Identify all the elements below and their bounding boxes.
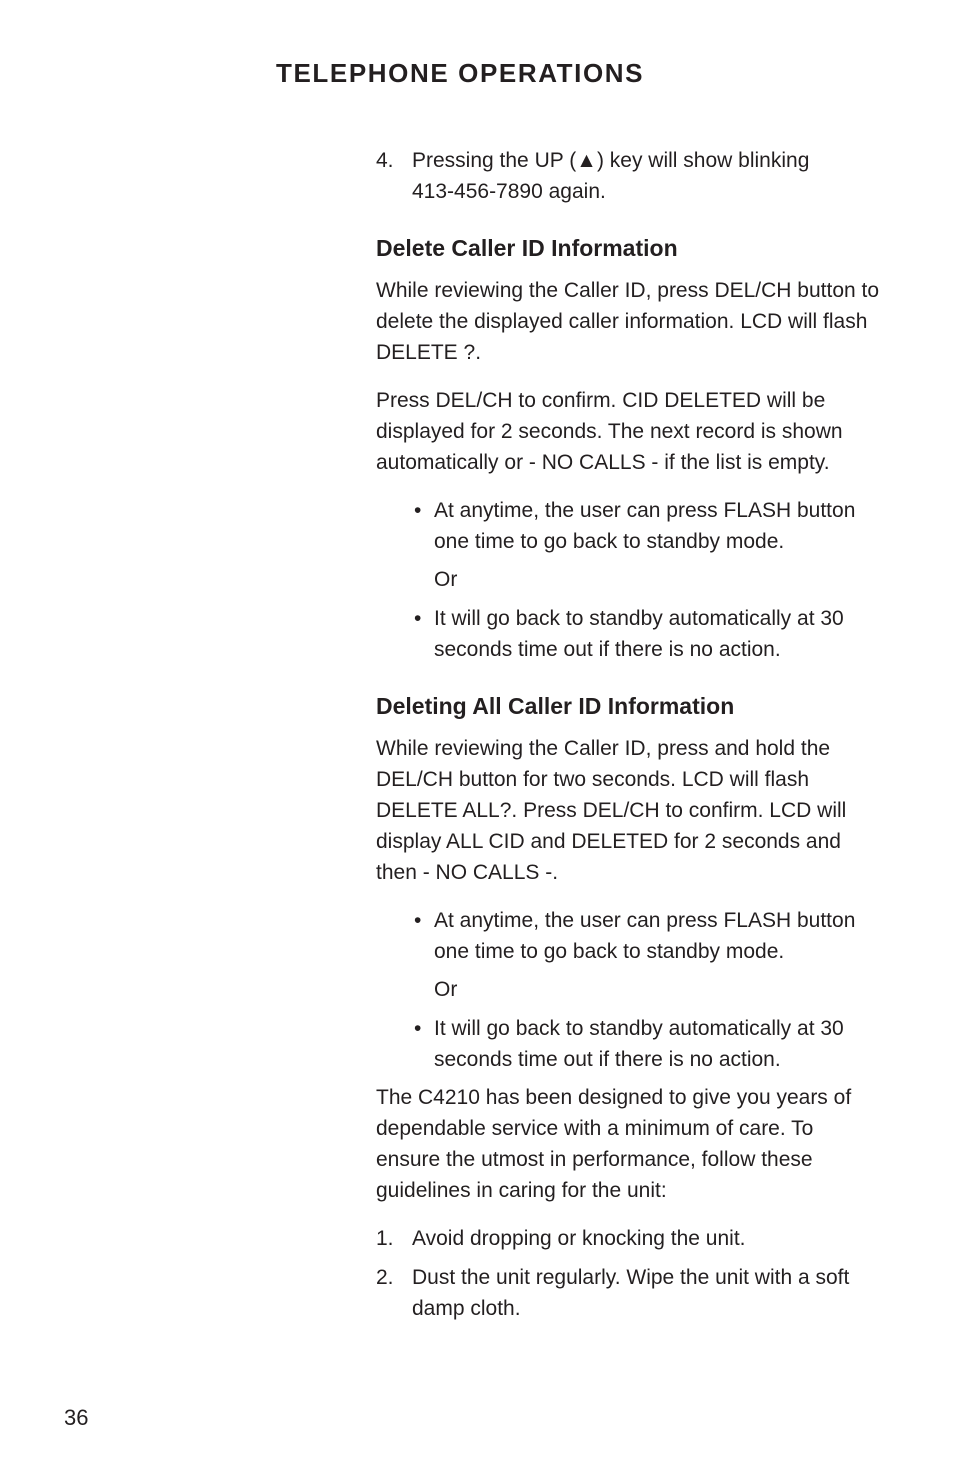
bullet-text: It will go back to standby automatically at 30 seconds time out if there is no action. (434, 1017, 844, 1071)
delete-all-caller-id-bullets (376, 905, 886, 1075)
bullet-icon: • (414, 499, 422, 522)
main-content (376, 145, 916, 1324)
list-item (376, 495, 886, 557)
bullet-text: At anytime, the user can press FLASH button one time to go back to standby mode. (434, 909, 856, 963)
item-text: Dust the unit regularly. Wipe the unit with a soft damp cloth. (412, 1266, 850, 1320)
list-item (376, 1223, 856, 1254)
item-number: 2. (376, 1266, 394, 1289)
bullet-icon: • (414, 909, 422, 932)
delete-all-caller-id-heading: Deleting All Caller ID Information (376, 693, 735, 719)
care-guidelines-list (376, 1223, 856, 1324)
bullet-text: It will go back to standby automatically at 30 seconds time out if there is no action. (434, 607, 844, 661)
list-item (376, 1013, 884, 1075)
delete-caller-id-bullets (376, 495, 886, 665)
or-separator: Or (434, 568, 458, 591)
page-number: 36 (64, 1405, 89, 1430)
list-item (376, 603, 884, 665)
bullet-icon: • (414, 1017, 422, 1040)
item-number: 1. (376, 1227, 394, 1250)
delete-caller-id-para-1: While reviewing the Caller ID, press DEL/CH button to delete the displayed caller information. LCD will flash DELETE ?. (376, 279, 880, 364)
delete-caller-id-para-2: Press DEL/CH to confirm. CID DELETED will be displayed for 2 seconds. The next record is shown automatically or - NO CALLS - if the list is empty. (376, 389, 843, 474)
care-intro: The C4210 has been designed to give you years of dependable service with a minimum of care. To ensure the utmost in performance, follow these guidelines in caring for the unit: (376, 1086, 852, 1202)
step-4 (376, 145, 836, 207)
delete-caller-id-heading: Delete Caller ID Information (376, 235, 678, 261)
list-item (376, 905, 886, 967)
section-header: TELEPHONE OPERATIONS (276, 58, 645, 88)
step-number: 4. (376, 149, 394, 172)
or-separator: Or (434, 978, 458, 1001)
step-text: Pressing the UP (▲) key will show blinking 413-456-7890 again. (412, 149, 810, 203)
list-item (376, 1262, 856, 1324)
bullet-icon: • (414, 607, 422, 630)
delete-all-caller-id-para: While reviewing the Caller ID, press and hold the DEL/CH button for two seconds. LCD will flash DELETE ALL?. Press DEL/CH to confirm. LCD will display ALL CID and DELETED for 2 seconds and then - NO CALLS -. (376, 737, 847, 884)
bullet-text: At anytime, the user can press FLASH button one time to go back to standby mode. (434, 499, 856, 553)
item-text: Avoid dropping or knocking the unit. (412, 1227, 746, 1250)
